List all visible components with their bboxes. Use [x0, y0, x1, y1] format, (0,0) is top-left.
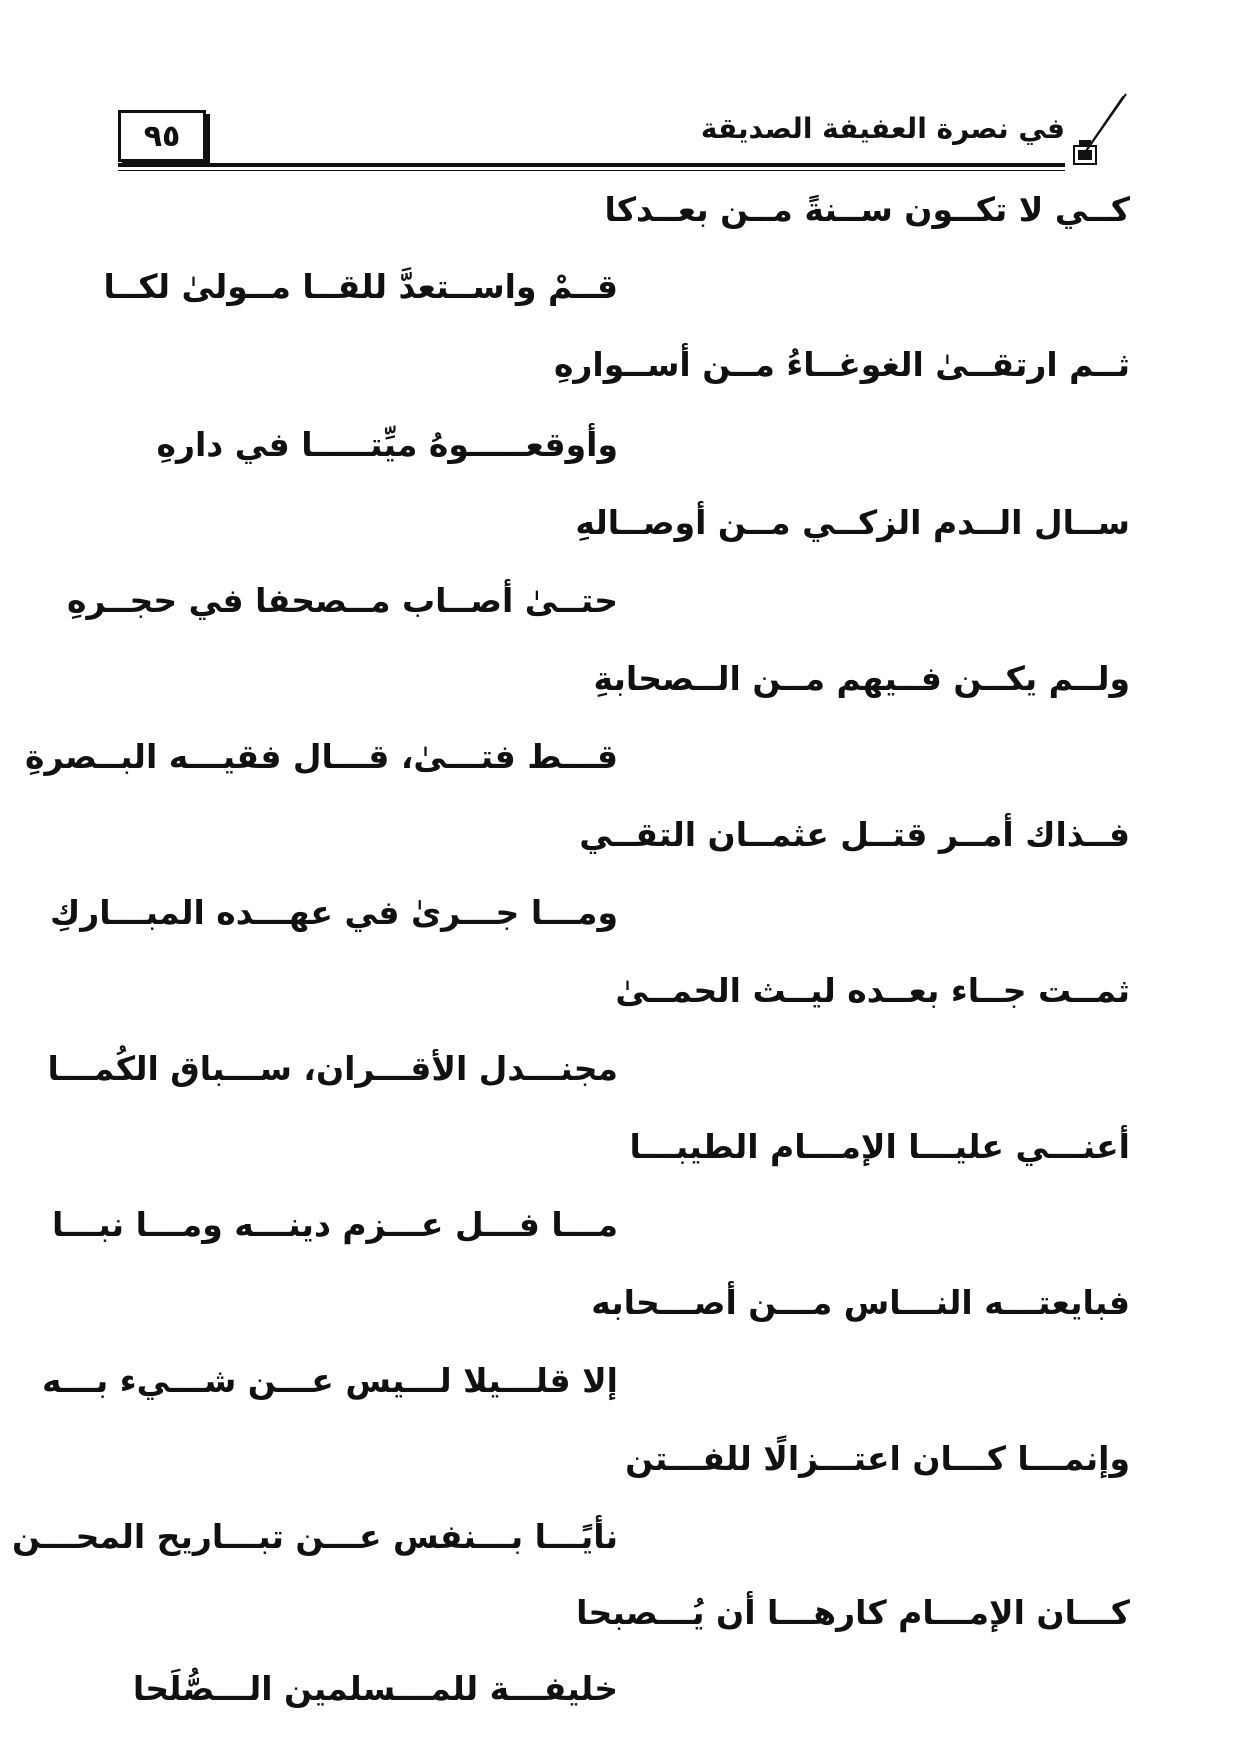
- verse-line: ثــم ارتقــىٰ الغوغــاءُ مــن أســوارهِ: [553, 345, 1130, 384]
- verse-line: خليفـــة للمـــسلمين الـــصُّلَحا: [132, 1669, 618, 1708]
- verse-line: ومـــا جـــرىٰ في عهـــده المبـــاركِ: [50, 893, 618, 932]
- verse-line: فــذاك أمــر قتــل عثمــان التقــي: [579, 815, 1130, 854]
- verse-line: كـــان الإمـــام كارهـــا أن يُـــصبحا: [576, 1593, 1130, 1632]
- verse-line: كــي لا تكــون ســنةً مــن بعــدكا: [604, 190, 1130, 229]
- verse-line: ثمــت جــاء بعــده ليــث الحمــىٰ: [615, 971, 1130, 1010]
- verse-line: ولــم يكــن فــيهم مــن الــصحابةِ: [593, 659, 1130, 698]
- page-number: [118, 110, 206, 162]
- verse-line: مـــا فـــل عـــزم دينـــه ومـــا نبـــا: [51, 1205, 618, 1244]
- page-number-text: ٩٥: [143, 118, 181, 154]
- header-rule: [118, 163, 1065, 167]
- verse-line: مجنـــدل الأقـــران، ســـباق الكُمـــا: [47, 1049, 618, 1088]
- verse-line: وأوقعـــــوهُ ميِّتـــــا في دارهِ: [156, 425, 618, 464]
- running-header-title: في نصرة العفيفة الصديقة: [700, 112, 1065, 145]
- verse-line: وإنمـــا كـــان اعتـــزالًا للفـــتن: [625, 1439, 1130, 1478]
- verse-line: قـــط فتـــىٰ، قـــال فقيـــه البــصرةِ: [25, 737, 618, 776]
- header-rule-thin: [118, 170, 1065, 171]
- verse-line: فبايعتـــه النـــاس مـــن أصـــحابه: [591, 1283, 1130, 1322]
- verse-line: ســال الــدم الزكــي مــن أوصــالهِ: [575, 503, 1130, 542]
- verse-line: أعنـــي عليـــا الإمـــام الطيبـــا: [629, 1127, 1130, 1166]
- verse-line: نأيًـــا بـــنفس عـــن تبـــاريح المحـــن: [12, 1517, 618, 1556]
- pen-inkwell-icon: [1068, 92, 1128, 170]
- verse-line: إلا قلـــيلا لـــيس عـــن شـــيء بـــه: [42, 1361, 618, 1400]
- verse-line: حتــىٰ أصــاب مــصحفا في حجــرهِ: [66, 581, 618, 620]
- verse-line: قــمْ واســتعدَّ للقــا مــولىٰ لكــا: [103, 267, 618, 306]
